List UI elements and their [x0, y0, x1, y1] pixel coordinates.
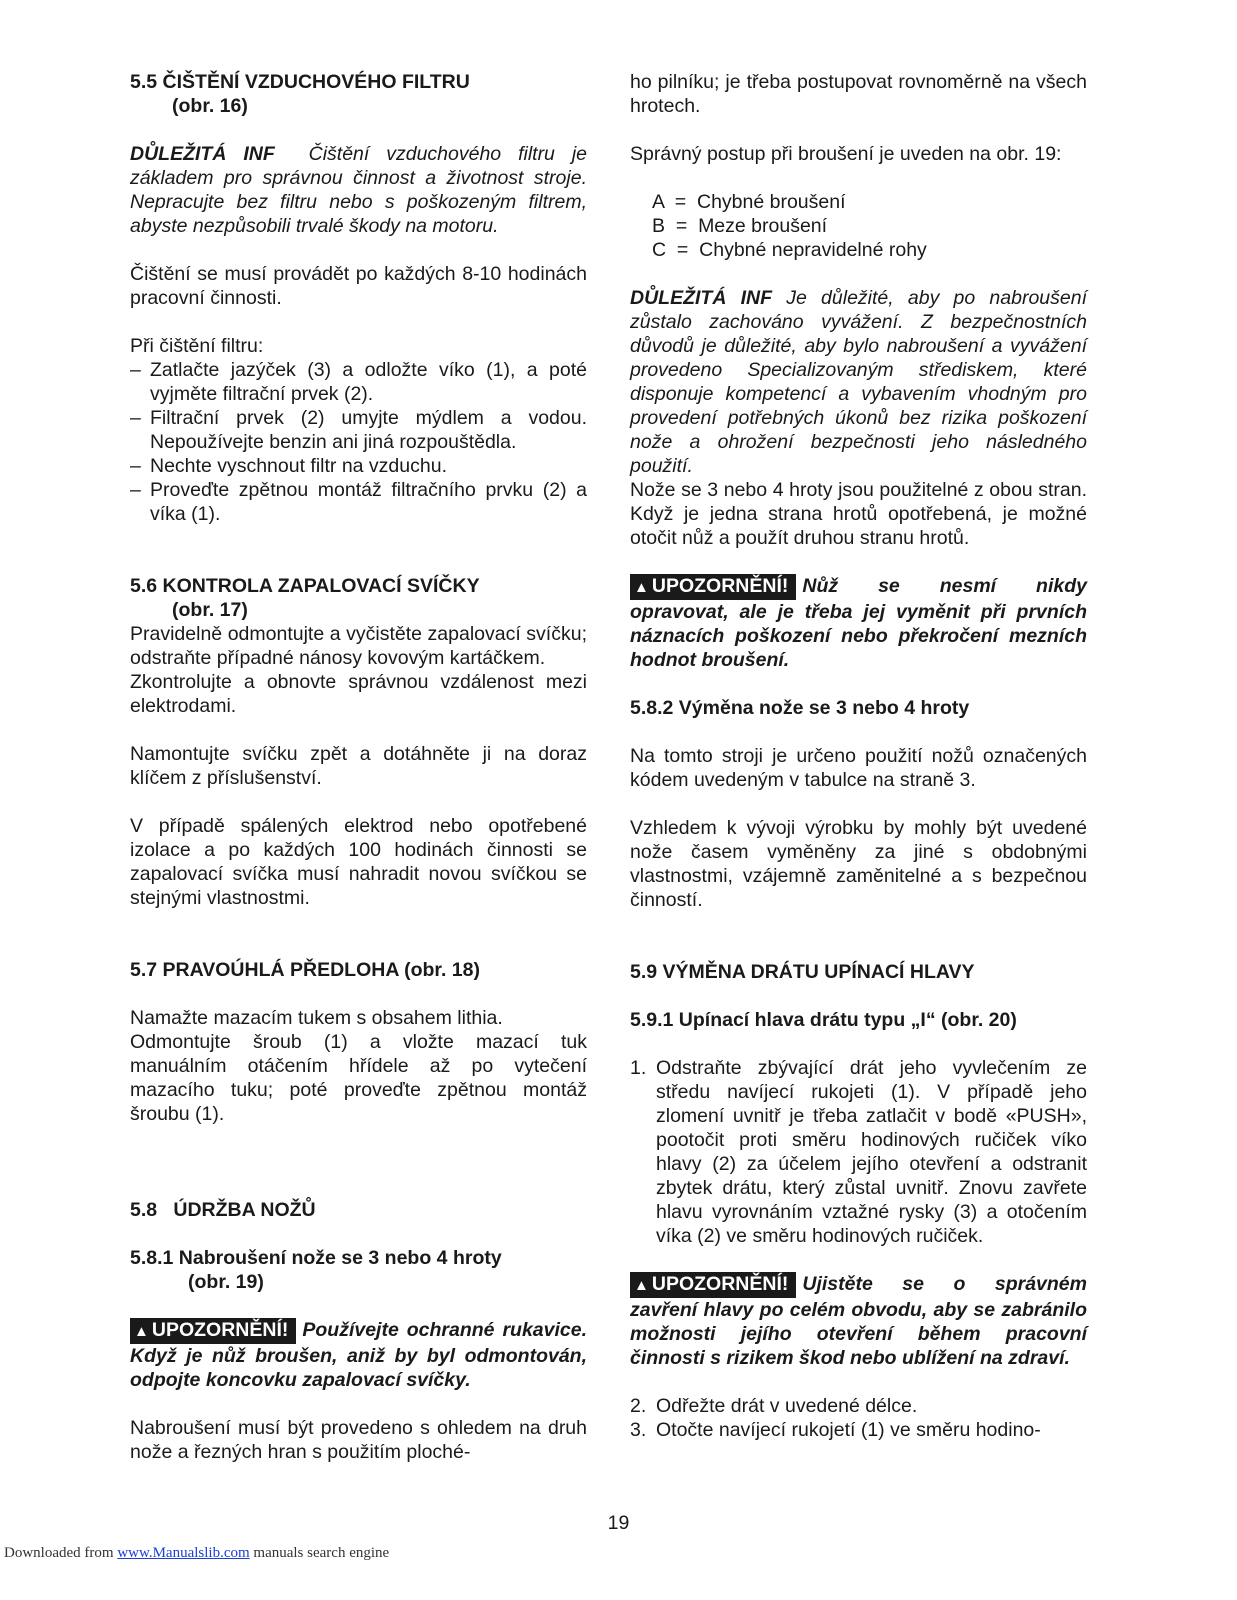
section-5-9-1-title: 5.9.1 Upínací hlava drátu typu „I“ (obr. 20) — [630, 1009, 1017, 1031]
warning-triangle-icon: ▲ — [634, 579, 649, 596]
important-info-sharpening — [630, 286, 1087, 478]
legend-item: A = Chybné broušení — [652, 191, 846, 213]
important-info-label: DŮLEŽITÁ INF — [630, 287, 773, 309]
warning-text: Používejte ochranné rukavice. Když je nůž broušen, aniž by byl odmontován, odpojte koncovku zapalovací svíčky. — [130, 1319, 587, 1391]
section-5-8-1-title: 5.8.1 Nabroušení nože se 3 nebo 4 hroty — [130, 1247, 502, 1269]
warning-text: Ujistěte se o správném zavření hlavy po celém obvodu, aby se zabránilo možnosti jejího otevření během pracovní činnosti s rizikem škod nebo ublížení na zdraví. — [630, 1273, 1087, 1369]
right-column — [630, 70, 1087, 1442]
list-item: – Proveďte zpětnou montáž filtračního prvku (2) a víka (1). — [130, 479, 587, 525]
important-info-5-5 — [130, 142, 587, 238]
section-5-5-heading — [130, 70, 587, 118]
warning-knife-repair — [630, 574, 1087, 672]
section-5-8-1-subtitle: (obr. 19) — [188, 1271, 264, 1293]
paragraph: Zkontrolujte a obnovte správnou vzdálenost mezi elektrodami. — [130, 671, 587, 717]
paragraph: Namažte mazacím tukem s obsahem lithia. — [130, 1007, 503, 1029]
section-5-6-title: 5.6 KONTROLA ZAPALOVACÍ SVÍČKY — [130, 575, 480, 597]
important-info-label: DŮLEŽITÁ INF — [130, 143, 275, 165]
important-info-text: Je důležité, aby po nabroušení zůstalo zachováno vyvážení. Z bezpečnostních důvodů je důležité, aby bylo nabroušení a vyvážení provedeno Specializovaným střediskem, které disponuje kompetencí a vybavením vhodným pro provedení potřebných úkonů bez rizika poškození nože a ohrožení bezpečnosti jeho následného použití. — [630, 287, 1088, 477]
paragraph: Čištění se musí provádět po každých 8-10 hodinách pracovní činnosti. — [130, 263, 587, 309]
section-5-8-2-title: 5.8.2 Výměna nože se 3 nebo 4 hroty — [630, 697, 970, 719]
warning-badge: ▲ UPOZORNĚNÍ! — [630, 574, 796, 600]
section-5-6-heading — [130, 574, 587, 622]
list-item: – Zatlačte jazýček (3) a odložte víko (1), a poté vyjměte filtrační prvek (2). — [130, 359, 587, 405]
paragraph: Při čištění filtru: — [130, 335, 264, 357]
section-5-8-title: 5.8 ÚDRŽBA NOŽŮ — [130, 1199, 316, 1221]
paragraph: Pravidelně odmontujte a vyčistěte zapalovací svíčku; odstraňte případné nánosy kovovým kartáčkem. — [130, 623, 587, 669]
paragraph: Odmontujte šroub (1) a vložte mazací tuk manuálním otáčením hřídele až po vytečení mazacího tuku; poté proveďte zpětnou montáž šroubu (1). — [130, 1031, 587, 1125]
section-5-7-title: 5.7 PRAVOÚHLÁ PŘEDLOHA (obr. 18) — [130, 959, 480, 981]
paragraph: ho pilníku; je třeba postupovat rovnoměrně na všech hrotech. — [630, 71, 1087, 117]
section-5-9-title: 5.9 VÝMĚNA DRÁTU UPÍNACÍ HLAVY — [630, 961, 975, 983]
paragraph: Správný postup při broušení je uveden na obr. 19: — [630, 143, 1062, 165]
warning-triangle-icon: ▲ — [634, 1277, 649, 1294]
step-1: 1. Odstraňte zbývající drát jeho vyvlečením ze středu navíjecí rukojeti (1). V případě jeho zlomení uvnitř je třeba zatlačit v bodě «PUSH», pootočit proti směru hodinových ručiček víko hlavy (2) za účelem jejího otevření a odstranit zbytek drátu, který zůstal uvnitř. Znovu zavřete hlavu vyrovnáním vztažné rysky (3) a otočením víka (2) ve směru hodinových ručiček. — [630, 1057, 1087, 1247]
filter-cleaning-list — [130, 358, 587, 526]
warning-text: Nůž se nesmí nikdy opravovat, ale je třeba jej vyměnit při prvních náznacích poškození nebo překročení mezních hodnot broušení. — [630, 575, 1087, 671]
step-2: 2. Odřežte drát v uvedené délce. — [630, 1395, 918, 1417]
legend-item: B = Meze broušení — [652, 215, 828, 237]
left-column — [130, 70, 587, 1464]
warning-badge: ▲ UPOZORNĚNÍ! — [630, 1272, 796, 1298]
page-number: 19 — [607, 1512, 630, 1534]
warning-head-closing — [630, 1272, 1087, 1370]
paragraph: Nože se 3 nebo 4 hroty jsou použitelné z obou stran. Když je jedna strana hrotů opotřebená, je možné otočit nůž a použít druhou stranu hrotů. — [630, 479, 1087, 549]
list-item: – Filtrační prvek (2) umyjte mýdlem a vodou. Nepoužívejte benzin ani jiná rozpouštědla. — [130, 407, 587, 453]
section-5-5-title: 5.5 ČIŠTĚNÍ VZDUCHOVÉHO FILTRU — [130, 71, 470, 93]
list-item: – Nechte vyschnout filtr na vzduchu. — [130, 455, 447, 477]
paragraph: Na tomto stroji je určeno použití nožů označených kódem uvedeným v tabulce na straně 3. — [630, 745, 1087, 791]
paragraph: Nabroušení musí být provedeno s ohledem na druh nože a řezných hran s použitím ploché- — [130, 1417, 587, 1463]
paragraph: Namontujte svíčku zpět a dotáhněte ji na doraz klíčem z příslušenství. — [130, 743, 587, 789]
warning-triangle-icon: ▲ — [134, 1323, 149, 1340]
important-info-text: Čištění vzduchového filtru je základem pro správnou činnost a životnost stroje. Nepracujte bez filtru nebo s poškozeným filtrem, abyste nezpůsobili trvalé škody na motoru. — [130, 143, 588, 237]
paragraph: Vzhledem k vývoji výrobku by mohly být uvedené nože časem vyměněny za jiné s obdobnými vlastnostmi, vzájemně zaměnitelné a s bezpečnou činností. — [630, 817, 1087, 911]
section-5-5-subtitle: (obr. 16) — [172, 95, 248, 117]
warning-badge: ▲ UPOZORNĚNÍ! — [130, 1318, 296, 1344]
legend-item: C = Chybné nepravidelné rohy — [652, 239, 927, 261]
warning-5-8-1 — [130, 1318, 587, 1392]
manualslib-link[interactable]: www.Manualslib.com — [117, 1545, 250, 1561]
download-footer: Downloaded from www.Manualslib.com manuals search engine — [4, 1545, 390, 1561]
figure-19-legend — [630, 190, 1087, 262]
section-5-6-subtitle: (obr. 17) — [172, 599, 248, 621]
step-3: 3. Otočte navíjecí rukojetí (1) ve směru hodino- — [630, 1419, 1041, 1441]
section-5-8-1-heading — [130, 1246, 587, 1294]
paragraph: V případě spálených elektrod nebo opotřebené izolace a po každých 100 hodinách činnosti se zapalovací svíčka musí nahradit novou svíčkou se stejnými vlastnostmi. — [130, 815, 587, 909]
